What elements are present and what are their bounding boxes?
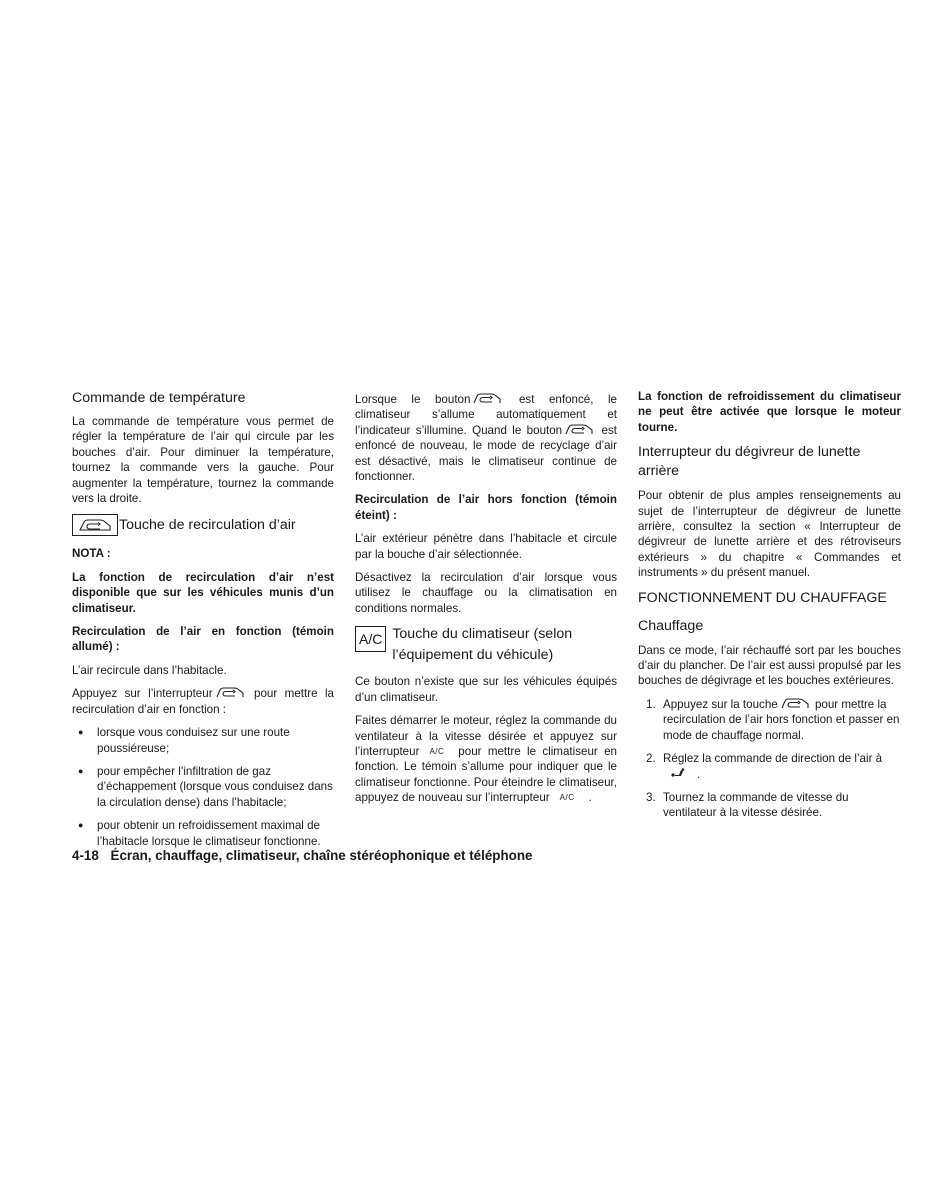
heading-temperature-control: Commande de température	[72, 390, 246, 406]
list-item: ● pour empêcher l’infiltration de gaz d’échappement (lorsque vous conduisez dans la circulation dense) dans l’habitacle;	[72, 764, 334, 810]
press-text-a: Appuyez sur l’interrupteur	[72, 687, 213, 701]
floor-airflow-icon	[671, 768, 685, 778]
steps-list	[638, 697, 901, 821]
recirc-heading-row	[72, 514, 334, 536]
recirculation-icon	[564, 423, 594, 436]
text-span: .	[697, 767, 701, 781]
text-span: .	[588, 791, 592, 805]
text-span: Faites démarrer le moteur, réglez la commande du ventilateur à la vitesse désirée et appuyez sur l’interrupteur	[355, 714, 617, 758]
press-text-b: pour mettre la recirculation d’air en fonction :	[72, 687, 334, 716]
cooling-note: La fonction de refroidissement du climatiseur ne peut être activée que lorsque le moteur tourne.	[638, 390, 901, 434]
chauffage-heading: Chauffage	[638, 617, 704, 634]
column-left	[72, 389, 334, 857]
text-span: Réglez la commande de direction de l’air à	[663, 752, 883, 766]
ac-heading-row	[355, 624, 617, 666]
nota-text: La fonction de recirculation d’air n’est disponible que sur les véhicules munis d’un climatiseur.	[72, 570, 334, 615]
step-number: 3.	[646, 790, 656, 804]
recirc-off-label: Recirculation de l’air hors fonction (témoin éteint) :	[355, 493, 617, 522]
ac-small-icon: A/C	[559, 793, 575, 803]
page-footer	[72, 848, 532, 863]
list-item	[638, 697, 901, 743]
ac-small-icon: A/C	[429, 746, 445, 756]
chauffage-paragraph: Dans ce mode, l’air réchauffé sort par les bouches d’air du plancher. De l’air est aussi propulsé par les bouches de dégivrage et les bouches extérieures.	[638, 643, 901, 688]
step-number: 1.	[646, 697, 656, 711]
text-span: est enfoncé, le climatiseur s’allume automatiquement et l’indicateur s’illumine. Quand le bouton	[355, 393, 617, 437]
recirculation-icon	[780, 697, 810, 710]
list-item: ● pour obtenir un refroidissement maximal de l’habitacle lorsque le climatiseur fonctionne.	[72, 818, 334, 849]
list-item	[638, 790, 901, 821]
press-paragraph	[72, 686, 334, 717]
recirculation-icon	[72, 514, 118, 536]
text-span: Lorsque le bouton	[355, 393, 471, 406]
recirculation-icon	[472, 392, 502, 405]
list-item	[638, 751, 901, 782]
text-span: est enfoncé de nouveau, le mode de recyclage d’air est désactivé, mais le climatiseur continue de fonctionner.	[355, 423, 617, 484]
disable-paragraph: Désactivez la recirculation d’air lorsque vous utilisez le chauffage ou la climatisation en conditions normales.	[355, 571, 617, 615]
temperature-paragraph: La commande de température vous permet de régler la température de l’air qui circule par les bouches d’air. Pour diminuer la température, tournez la commande vers la gauche. Pour augmenter la température, tournez la commande vers la droite.	[72, 415, 334, 506]
page-number: 4-18	[72, 848, 99, 863]
text-span: pour mettre le climatiseur en fonction. Le témoin s’allume pour indiquer que le climatiseur fonctionne. Pour éteindre le climatiseur, appuyez de nouveau sur l’interrupteur	[355, 744, 617, 805]
defogger-paragraph: Pour obtenir de plus amples renseignements au sujet de l’interrupteur de dégivreur de lunette arrière, consultez la section « Interrupteur de dégivreur de lunette arrière et des rétroviseurs extérieurs » du chapitre « Commandes et instruments » du présent manuel.	[638, 489, 901, 580]
text-span: Tournez la commande de vitesse du ventilateur à la vitesse désirée.	[663, 790, 849, 820]
ac-heading: Touche du climatiseur (selon l’équipement du véhicule)	[392, 626, 573, 664]
column-middle	[355, 392, 617, 814]
recirc-button-paragraph	[355, 392, 617, 484]
list-item: ● lorsque vous conduisez sur une route poussiéreuse;	[72, 725, 334, 756]
recirc-on-text: L’air recircule dans l’habitacle.	[72, 663, 227, 677]
step-number: 2.	[646, 752, 656, 766]
text-span: pour mettre la recirculation de l’air hors fonction et passer en mode de chauffage normal.	[663, 697, 900, 742]
nota-label: NOTA :	[72, 547, 111, 561]
recirculation-icon	[215, 686, 245, 699]
recirc-on-label: Recirculation de l’air en fonction (témoin allumé) :	[72, 625, 334, 654]
ac-icon: A/C	[355, 626, 386, 652]
chapter-title: Écran, chauffage, climatiseur, chaîne stéréophonique et téléphone	[110, 848, 533, 863]
defogger-heading: Interrupteur du dégivreur de lunette arrière	[638, 444, 861, 480]
recirc-heading: Touche de recirculation d’air	[119, 516, 296, 533]
column-right	[638, 389, 901, 829]
ac-paragraph-2	[355, 713, 617, 805]
text-span: Appuyez sur la touche	[663, 697, 778, 711]
heating-section-heading: FONCTIONNEMENT DU CHAUFFAGE	[638, 589, 887, 606]
recirc-off-text: L’air extérieur pénètre dans l’habitacle et circule par la bouche d’air sélectionnée.	[355, 532, 617, 561]
ac-paragraph-1: Ce bouton n’existe que sur les véhicules équipés d’un climatiseur.	[355, 675, 617, 704]
bullet-list	[72, 725, 334, 849]
